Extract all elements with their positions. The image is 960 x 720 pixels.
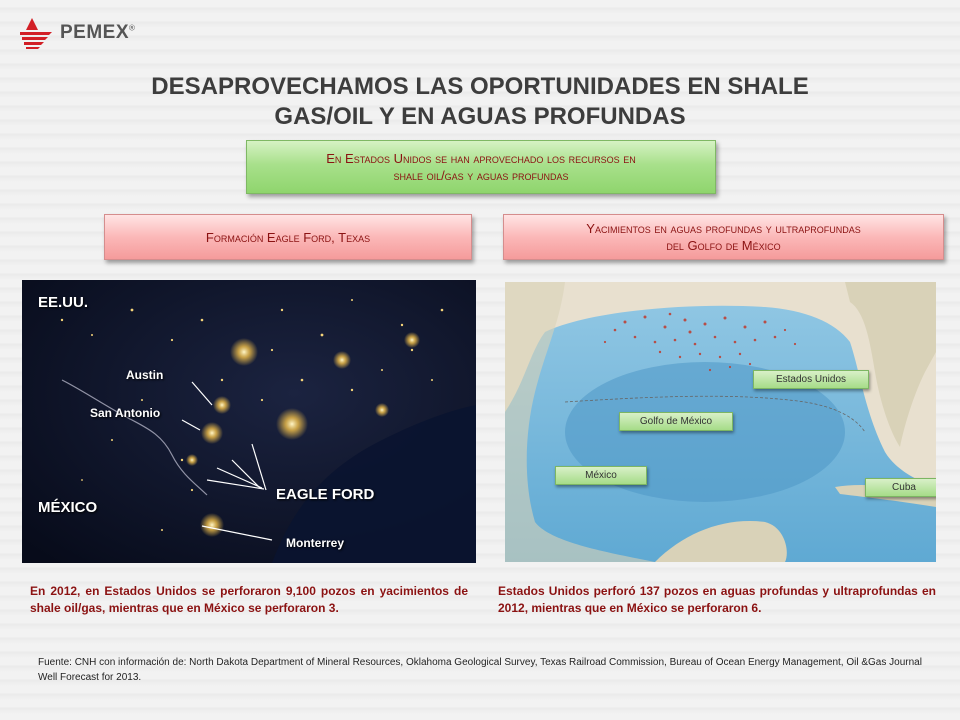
- pemex-eagle-icon: [18, 16, 56, 50]
- source-note: Fuente: CNH con información de: North Dakota Department of Mineral Resources, Oklahoma Geological Survey, Texas Railroad Commission, Bureau of Ocean Energy Management, Oil &Gas Journal Well Forecast for 2013.: [38, 657, 922, 683]
- night-map-image: [22, 280, 476, 563]
- left-paragraph: En 2012, en Estados Unidos se perforaron 9,100 pozos en yacimientos de shale oil/gas, mientras que en México se perforaron 3.: [30, 584, 468, 615]
- night-lights-map: [22, 280, 476, 563]
- left-section-heading: [104, 214, 472, 260]
- label-eagle-ford: EAGLE FORD: [276, 486, 375, 503]
- logo-text: PEMEX®: [60, 22, 136, 43]
- label-monterrey: Monterrey: [286, 536, 345, 550]
- right-section-heading: [503, 214, 944, 260]
- label-estados-unidos: Estados Unidos: [753, 370, 869, 389]
- summary-banner: [246, 140, 716, 194]
- label-austin: Austin: [126, 368, 164, 382]
- right-heading-line-1: Yacimientos en aguas profundas y ultraprofundas: [586, 221, 861, 236]
- right-heading-line-2: del Golfo de México: [666, 238, 781, 253]
- gulf-of-mexico-map: [505, 282, 936, 562]
- left-heading-text: Formación Eagle Ford, Texas: [205, 229, 371, 245]
- label-golfo-de-mexico: Golfo de México: [619, 412, 733, 431]
- banner-line-1: En Estados Unidos se han aprovechado los recursos en: [326, 151, 636, 166]
- label-cuba: Cuba: [865, 478, 936, 497]
- title-line-1: DESAPROVECHAMOS LAS OPORTUNIDADES EN SHALE: [151, 73, 809, 100]
- title-line-2: GAS/OIL Y EN AGUAS PROFUNDAS: [274, 103, 686, 130]
- label-mexico-gulf: México: [555, 466, 647, 485]
- label-eeuu: EE.UU.: [38, 294, 89, 311]
- banner-line-2: shale oil/gas y aguas profundas: [393, 168, 569, 183]
- pemex-logo: [18, 16, 135, 50]
- label-san-antonio: San Antonio: [90, 406, 161, 420]
- right-paragraph: Estados Unidos perforó 137 pozos en aguas profundas y ultraprofundas en 2012, mientras que en México se perforaron 6.: [498, 584, 936, 615]
- page-title: [80, 72, 880, 132]
- label-mexico: MÉXICO: [38, 499, 98, 516]
